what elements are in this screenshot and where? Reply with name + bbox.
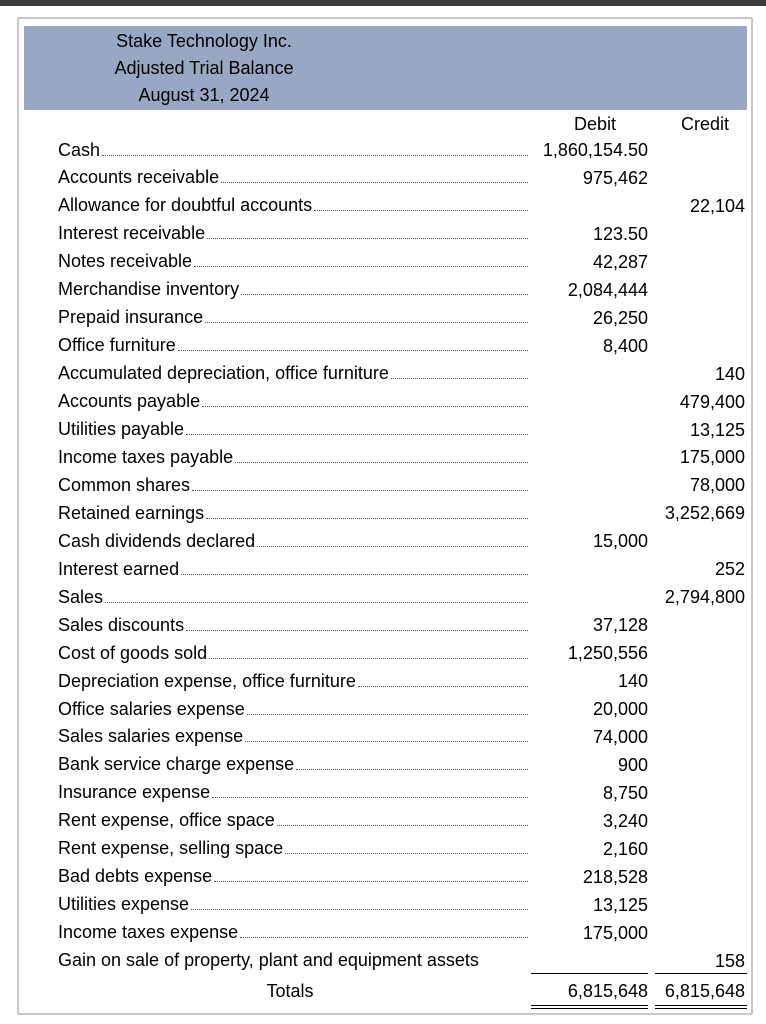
account-label: [58, 723, 528, 751]
account-row: [0, 304, 766, 332]
account-label: [58, 304, 528, 332]
account-name: Bad debts expense: [58, 866, 213, 887]
account-name: Retained earnings: [58, 502, 205, 523]
account-row: [0, 667, 766, 695]
totals-label: Totals: [266, 981, 314, 1001]
credit-amount: [650, 667, 745, 695]
account-row: [0, 499, 766, 527]
debit-amount: 26,250: [592, 307, 648, 328]
debit-amount: 1,250,556: [567, 643, 648, 664]
account-row: [0, 192, 766, 220]
account-name: Insurance expense: [58, 782, 211, 803]
account-name: Common shares: [58, 474, 191, 495]
statement-title: Adjusted Trial Balance: [114, 58, 294, 78]
debit-amount: 13,125: [592, 894, 648, 915]
debit-amount: 900: [617, 754, 648, 775]
credit-amount: [650, 863, 745, 891]
debit-amount: 975,462: [582, 167, 648, 188]
leader-dots: [186, 434, 528, 435]
account-row: [0, 583, 766, 611]
account-name: Office salaries expense: [58, 698, 245, 719]
leader-dots: [102, 155, 528, 156]
account-name: Rent expense, selling space: [58, 838, 284, 859]
debit-amount: [530, 443, 648, 471]
debit-amount: 175,000: [582, 922, 648, 943]
account-name: Cash: [58, 139, 101, 160]
credit-amount: 175,000: [679, 447, 745, 468]
account-label: [58, 388, 528, 416]
credit-amount: 22,104: [689, 195, 745, 216]
account-label: [58, 863, 528, 891]
account-name: Cost of goods sold: [58, 642, 208, 663]
leader-dots: [194, 266, 528, 267]
credit-amount: [650, 919, 745, 947]
leader-dots: [205, 322, 528, 323]
debit-amount: 2,160: [602, 838, 648, 859]
credit-amount: [650, 276, 745, 304]
credit-amount: 78,000: [689, 475, 745, 496]
account-row: [0, 248, 766, 276]
credit-amount: [650, 891, 745, 919]
leader-dots: [214, 881, 528, 882]
leader-dots: [191, 909, 528, 910]
account-label: [58, 416, 528, 444]
account-label: [58, 947, 528, 975]
credit-amount: [650, 723, 745, 751]
account-name: Depreciation expense, office furniture: [58, 670, 356, 691]
account-name: Prepaid insurance: [58, 307, 204, 328]
account-row: [0, 220, 766, 248]
account-label: [58, 332, 528, 360]
account-label: [58, 919, 528, 947]
debit-amount: [530, 360, 648, 388]
debit-amount: 15,000: [592, 531, 648, 552]
leader-dots: [277, 825, 528, 826]
credit-amount: [650, 136, 745, 164]
account-label: [58, 248, 528, 276]
credit-double-rule-2: [655, 1008, 747, 1009]
account-name: Allowance for doubtful accounts: [58, 195, 313, 216]
leader-dots: [178, 350, 528, 351]
account-name: Utilities expense: [58, 894, 190, 915]
leader-dots: [202, 406, 528, 407]
debit-double-rule-1: [531, 1005, 648, 1006]
account-name: Utilities payable: [58, 419, 185, 439]
credit-amount: [650, 639, 745, 667]
account-label: [58, 471, 528, 499]
credit-double-rule-1: [655, 1005, 747, 1006]
account-name: Notes receivable: [58, 251, 193, 272]
credit-amount: [650, 611, 745, 639]
top-bar: [0, 0, 766, 6]
account-row: [0, 276, 766, 304]
debit-amount: [530, 192, 648, 220]
debit-amount: [530, 499, 648, 527]
account-name: Sales: [58, 586, 104, 607]
debit-amount: [530, 947, 648, 975]
credit-amount: [650, 807, 745, 835]
debit-amount: [530, 471, 648, 499]
debit-amount: 2,084,444: [567, 279, 648, 300]
leader-dots: [314, 210, 528, 211]
leader-dots: [241, 294, 528, 295]
account-row: [0, 919, 766, 947]
credit-amount: 3,252,669: [664, 503, 745, 524]
account-name: Sales salaries expense: [58, 726, 244, 747]
account-row: [0, 807, 766, 835]
account-label: [58, 667, 528, 695]
account-label: [58, 136, 528, 164]
credit-amount: [650, 220, 745, 248]
account-name: Gain on sale of property, plant and equipment assets: [58, 950, 479, 971]
leader-dots: [358, 686, 528, 687]
account-label: [58, 695, 528, 723]
account-name: Sales discounts: [58, 614, 185, 635]
account-row: [0, 611, 766, 639]
credit-column-header: Credit: [680, 114, 729, 134]
account-label: [58, 611, 528, 639]
debit-amount: 20,000: [592, 699, 648, 719]
account-label: [58, 891, 528, 919]
account-name: Accumulated depreciation, office furniture: [58, 363, 389, 384]
account-row: [0, 639, 766, 667]
leader-dots: [285, 853, 528, 854]
debit-amount: 1,860,154.50: [542, 140, 648, 160]
leader-dots: [192, 490, 528, 491]
credit-amount: 13,125: [689, 419, 745, 440]
account-name: Income taxes expense: [58, 922, 239, 943]
credit-amount: 479,400: [679, 391, 745, 412]
account-row: [0, 136, 766, 164]
debit-amount: [530, 388, 648, 416]
debit-amount: 140: [617, 671, 648, 692]
account-label: [58, 164, 528, 192]
debit-amount: 74,000: [592, 726, 648, 747]
debit-amount: 218,528: [582, 866, 648, 887]
account-row: [0, 416, 766, 444]
account-name: Interest earned: [58, 558, 180, 579]
leader-dots: [245, 741, 528, 742]
debit-amount: 42,287: [592, 251, 648, 272]
account-row: [0, 891, 766, 919]
leader-dots: [391, 378, 528, 379]
credit-total-rule: [655, 973, 747, 974]
leader-dots: [240, 937, 528, 938]
account-name: Rent expense, office space: [58, 810, 275, 831]
credit-total: 6,815,648: [664, 981, 745, 1001]
account-row: [0, 388, 766, 416]
account-row: [0, 332, 766, 360]
account-name: Merchandise inventory: [58, 279, 240, 300]
leader-dots: [209, 658, 528, 659]
account-name: Office furniture: [58, 335, 176, 356]
account-label: [58, 779, 528, 807]
leader-dots: [212, 797, 528, 798]
credit-amount: [650, 779, 745, 807]
debit-amount: [530, 555, 648, 583]
account-row: [0, 779, 766, 807]
account-label: [58, 443, 528, 471]
account-name: Interest receivable: [58, 223, 206, 244]
account-row: [0, 555, 766, 583]
account-name: Accounts payable: [58, 391, 201, 412]
debit-amount: [530, 416, 648, 444]
credit-amount: [650, 304, 745, 332]
account-row: [0, 527, 766, 555]
debit-amount: [530, 583, 648, 611]
leader-dots: [105, 602, 528, 603]
debit-total: 6,815,648: [567, 981, 648, 1001]
debit-column-header: Debit: [573, 114, 616, 134]
account-label: [58, 499, 528, 527]
credit-amount: [650, 695, 745, 723]
account-label: [58, 639, 528, 667]
account-row: [0, 360, 766, 388]
account-name: Income taxes payable: [58, 446, 234, 467]
leader-dots: [296, 769, 528, 770]
credit-amount: 252: [714, 559, 745, 580]
account-label: [58, 807, 528, 835]
account-name: Bank service charge expense: [58, 754, 295, 775]
account-name: Accounts receivable: [58, 167, 220, 188]
credit-amount: [650, 751, 745, 779]
statement-header: [24, 26, 747, 110]
debit-amount: 8,400: [602, 335, 648, 356]
account-label: [58, 835, 528, 863]
account-row: [0, 835, 766, 863]
credit-amount: [650, 835, 745, 863]
account-label: [58, 192, 528, 220]
leader-dots: [207, 238, 528, 239]
leader-dots: [235, 462, 528, 463]
leader-dots: [206, 518, 528, 519]
leader-dots: [247, 714, 528, 715]
debit-double-rule-2: [531, 1008, 648, 1009]
account-label: [58, 276, 528, 304]
account-row: [0, 947, 766, 975]
account-label: [58, 751, 528, 779]
debit-amount: 3,240: [602, 810, 648, 831]
credit-amount: [650, 332, 745, 360]
account-row: [0, 751, 766, 779]
credit-amount: [650, 164, 745, 192]
account-row: [0, 164, 766, 192]
account-label: [58, 583, 528, 611]
credit-amount: [650, 527, 745, 555]
leader-dots: [257, 546, 528, 547]
statement-date: August 31, 2024: [138, 85, 270, 105]
account-name: Cash dividends declared: [58, 530, 256, 551]
debit-amount: 8,750: [602, 782, 648, 803]
credit-amount: 2,794,800: [664, 587, 745, 608]
credit-amount: 158: [714, 950, 745, 971]
company-name: Stake Technology Inc.: [116, 31, 292, 51]
leader-dots: [221, 182, 528, 183]
account-row: [0, 695, 766, 723]
account-label: [58, 555, 528, 583]
leader-dots: [186, 630, 528, 631]
account-row: [0, 443, 766, 471]
account-label: [58, 527, 528, 555]
debit-total-rule: [531, 973, 648, 974]
account-row: [0, 723, 766, 751]
leader-dots: [181, 574, 528, 575]
account-label: [58, 360, 528, 388]
credit-amount: [650, 248, 745, 276]
debit-amount: 123.50: [592, 223, 648, 244]
account-row: [0, 471, 766, 499]
account-row: [0, 863, 766, 891]
debit-amount: 37,128: [592, 615, 648, 636]
credit-amount: 140: [714, 363, 745, 384]
account-label: [58, 220, 528, 248]
